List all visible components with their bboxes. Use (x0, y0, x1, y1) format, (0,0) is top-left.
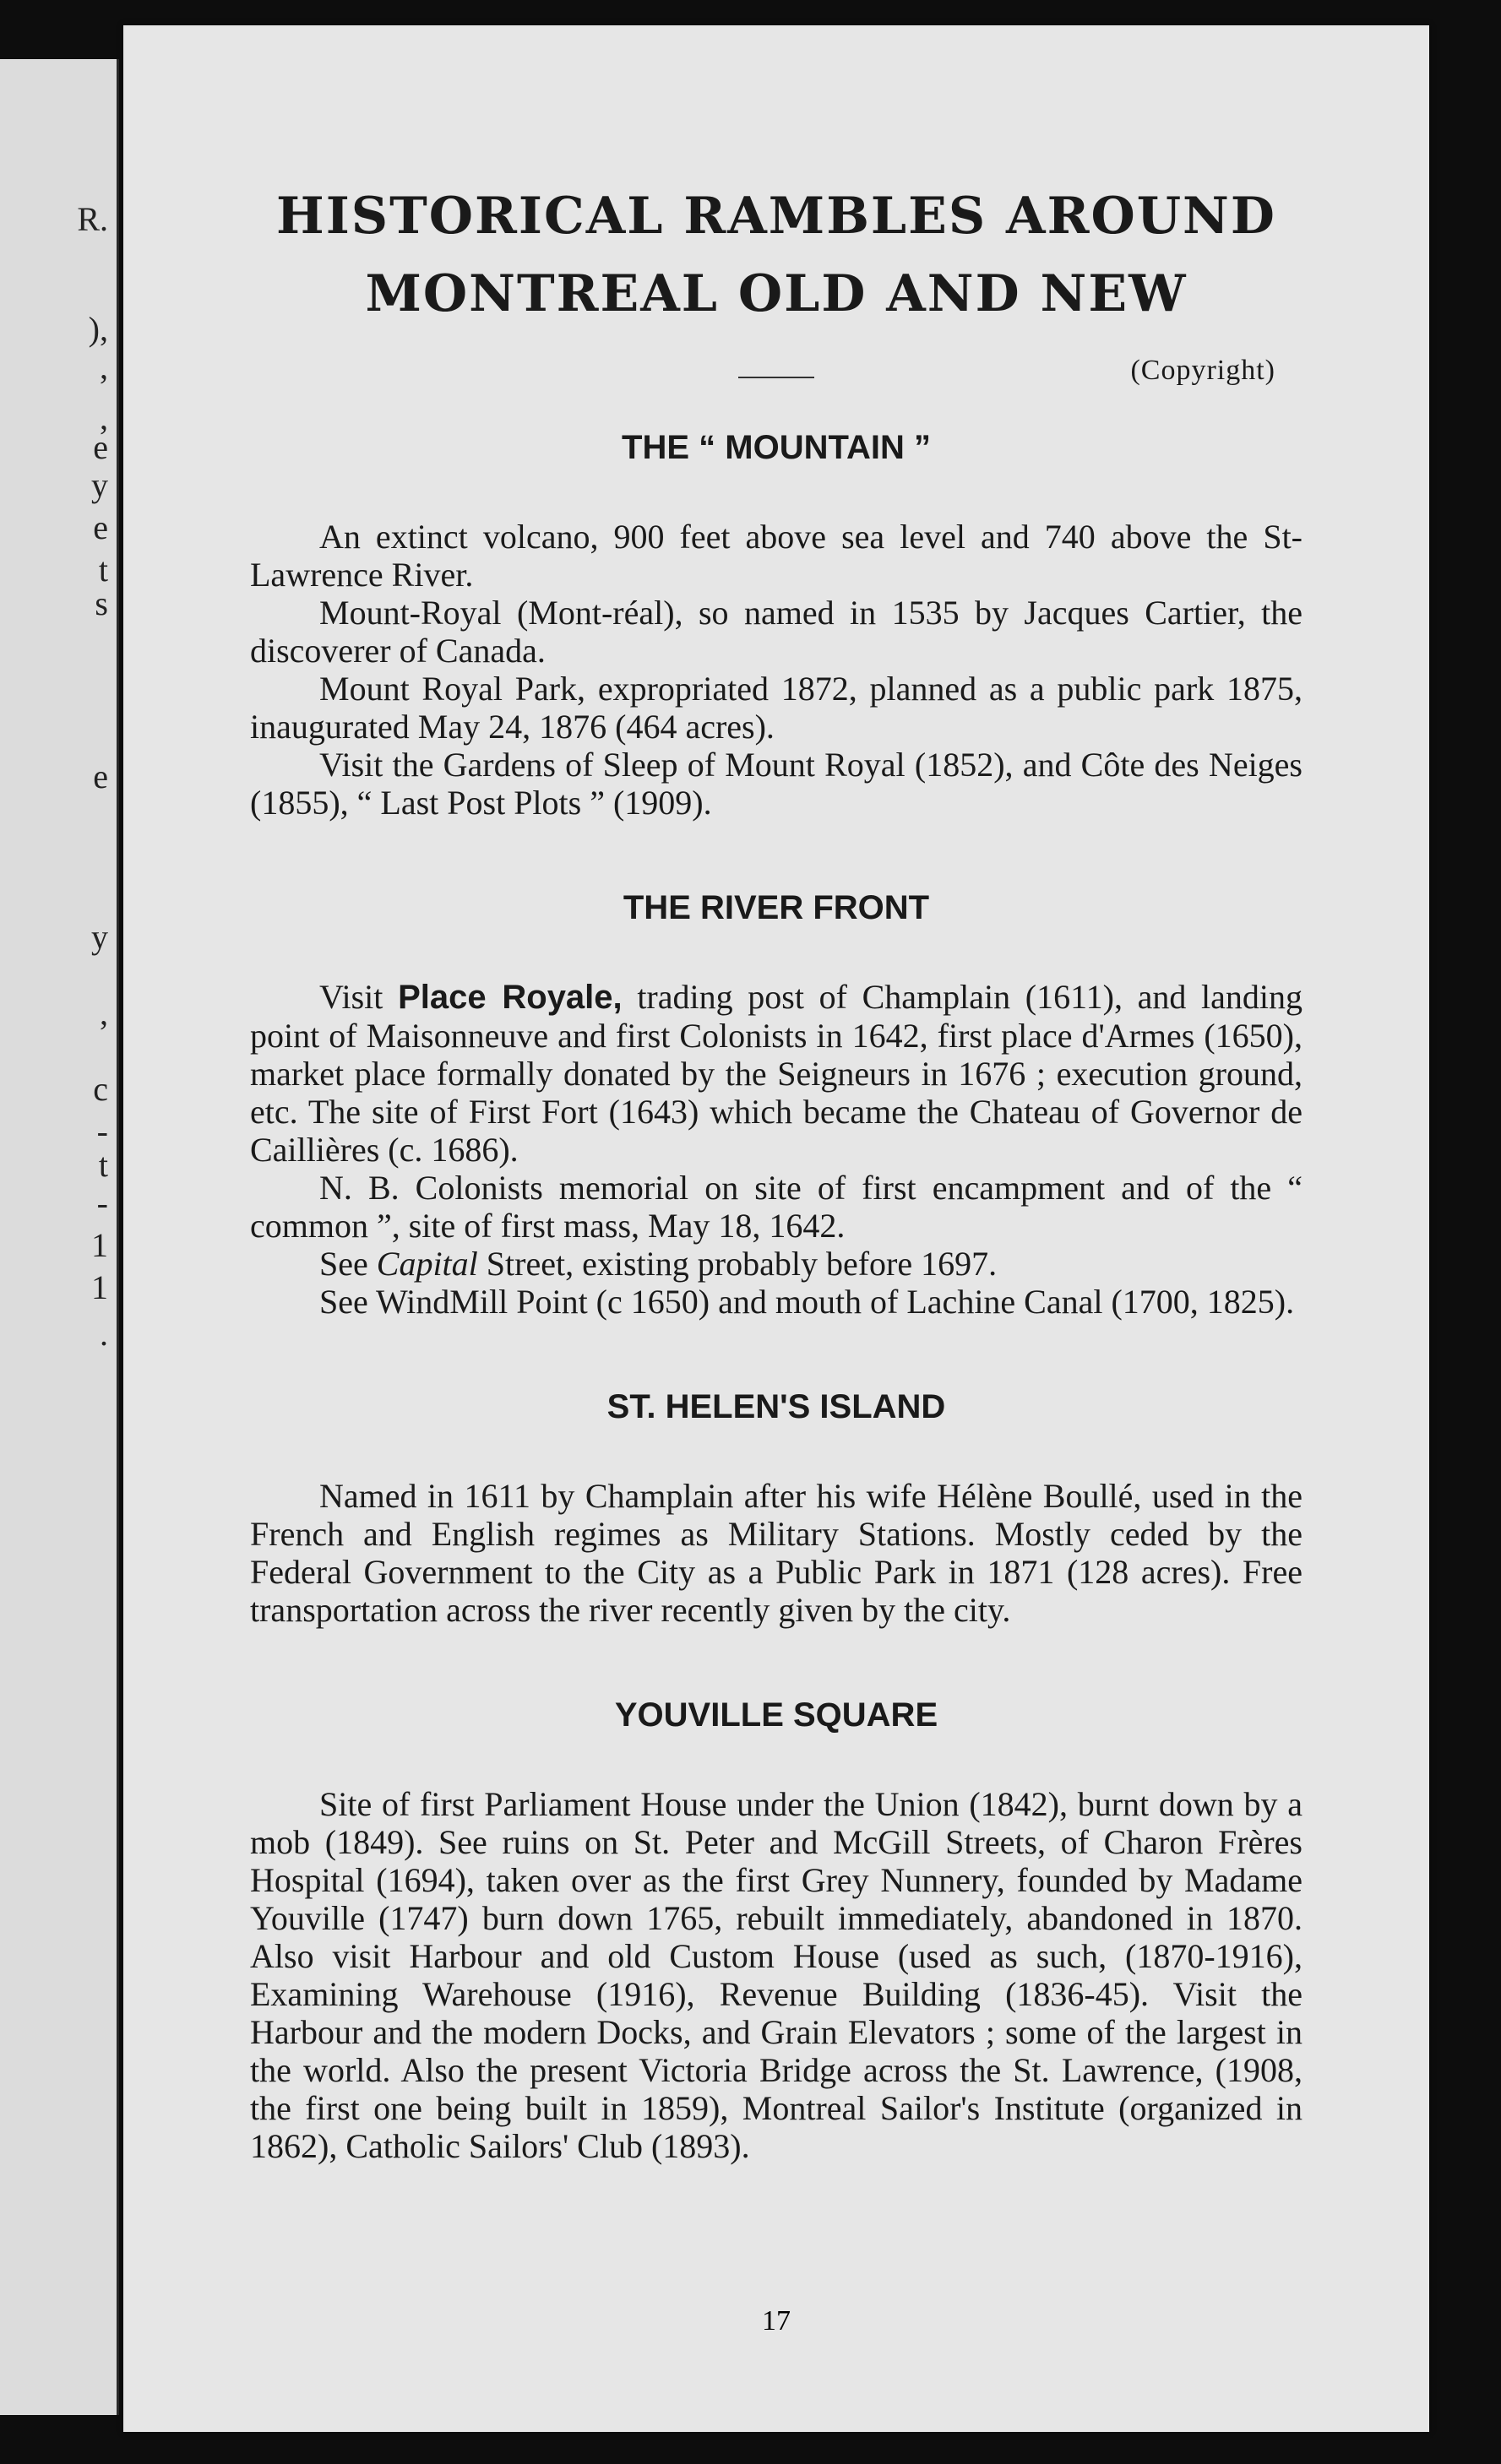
facing-page-fragment: e (93, 508, 108, 546)
text-run: trading post of Champlain (1611), and landing point of Maisonneuve and first Colonists in 1642, first place d'Armes (1650), market place formally donated by the Seigneurs in 1676 ; execution ground, etc. The site of First Fort (1643) which became the Chateau of Governor de Caillières (c. 1686). (250, 978, 1303, 1169)
paragraph: See WindMill Point (c 1650) and mouth of Lachine Canal (1700, 1825). (319, 1283, 1295, 1321)
paragraph: Named in 1611 by Champlain after his wife Hélène Boullé, used in the French and English regimes as Military Stations. Mostly ceded by the Federal Government to the City as a Public Park in 1871 (128 acres). Free transportation across the river recently given by the city. (250, 1477, 1302, 1629)
page-content (250, 177, 1302, 2165)
copyright-notice: (Copyright) (1130, 355, 1275, 386)
facing-page-fragment: t (98, 1146, 108, 1184)
paragraph: N. B. Colonists memorial on site of first encampment and of the “ common ”, site of first mass, May 18, 1642. (250, 1169, 1302, 1245)
paragraph: Site of first Parliament House under the Union (1842), burnt down by a mob (1849). See ruins on St. Peter and McGill Streets, of Charon Frères Hospital (1694), taken over as the first Grey Nunnery, founded by Madame Youville (1747) burn down 1765, rebuilt immediately, abandoned in 1870. Also visit Harbour and old Custom House (used as such, (1870-1916), Examining Warehouse (1916), Revenue Building (1836-45). Visit the Harbour and the modern Docks, and Grain Elevators ; some of the largest in the world. Also the present Victoria Bridge across the St. Lawrence, (1908, the first one being built in 1859), Montreal Sailor's Institute (organized in 1862), Catholic Sailors' Club (1893). (250, 1785, 1302, 2165)
section-river-front (250, 889, 1302, 1321)
section-heading: YOUVILLE SQUARE (614, 1696, 938, 1734)
page-number: 17 (762, 2305, 791, 2336)
divider-rule (738, 377, 814, 378)
section-heading: ST. HELEN'S ISLAND (606, 1388, 946, 1425)
facing-page-fragment: ), (88, 310, 108, 348)
facing-page-fragment: , (100, 348, 108, 386)
facing-page-fragment: c (93, 1070, 108, 1108)
document-page (123, 25, 1429, 2432)
facing-page-fragment: 1 (91, 1268, 108, 1306)
text-run: Street, existing probably before 1697. (477, 1245, 998, 1283)
copyright-row (250, 345, 1302, 404)
text-run: See (319, 1245, 377, 1283)
page-title (250, 177, 1302, 333)
facing-page-fragment: y (91, 918, 108, 956)
place-royale-bold: Place Royale, (398, 979, 623, 1016)
facing-page-fragment: , (100, 399, 108, 437)
paragraph: An extinct volcano, 900 feet above sea level and 740 above the St-Lawrence River. (250, 518, 1302, 594)
section-heading: THE “ MOUNTAIN ” (622, 429, 931, 466)
section-st-helens-island (250, 1388, 1302, 1629)
title-line-2: MONTREAL OLD AND NEW (365, 264, 1188, 323)
facing-page-fragment: R. (77, 200, 108, 238)
title-line-1: HISTORICAL RAMBLES AROUND (276, 187, 1276, 246)
section-mountain (250, 429, 1302, 822)
facing-page-fragment: s (95, 584, 108, 622)
facing-page-fragment: , (100, 994, 108, 1032)
facing-page-fragment: e (93, 428, 108, 466)
paragraph: Mount-Royal (Mont-réal), so named in 1535 by Jacques Cartier, the discoverer of Canada. (250, 594, 1302, 670)
paragraph (250, 1245, 1302, 1283)
facing-page-fragment: - (96, 1184, 108, 1222)
capital-italic: Capital (376, 1245, 478, 1283)
facing-page-edge (0, 59, 119, 2415)
facing-page-fragment: e (93, 757, 108, 795)
facing-page-fragment: - (96, 1112, 108, 1150)
paragraph: Visit the Gardens of Sleep of Mount Royal (1852), and Côte des Neiges (1855), “ Last Post Plots ” (1909). (250, 746, 1302, 822)
text-run: Visit (319, 978, 399, 1016)
facing-page-fragment: 1 (91, 1226, 108, 1264)
facing-page-fragment: t (98, 551, 108, 589)
facing-page-fragment: . (100, 1315, 108, 1353)
section-youville-square (250, 1696, 1302, 2165)
facing-page-fragment: y (91, 466, 108, 504)
paragraph (250, 978, 1302, 1169)
paragraph: Mount Royal Park, expropriated 1872, planned as a public park 1875, inaugurated May 24, 1876 (464 acres). (250, 670, 1302, 746)
section-heading: THE RIVER FRONT (623, 889, 930, 926)
